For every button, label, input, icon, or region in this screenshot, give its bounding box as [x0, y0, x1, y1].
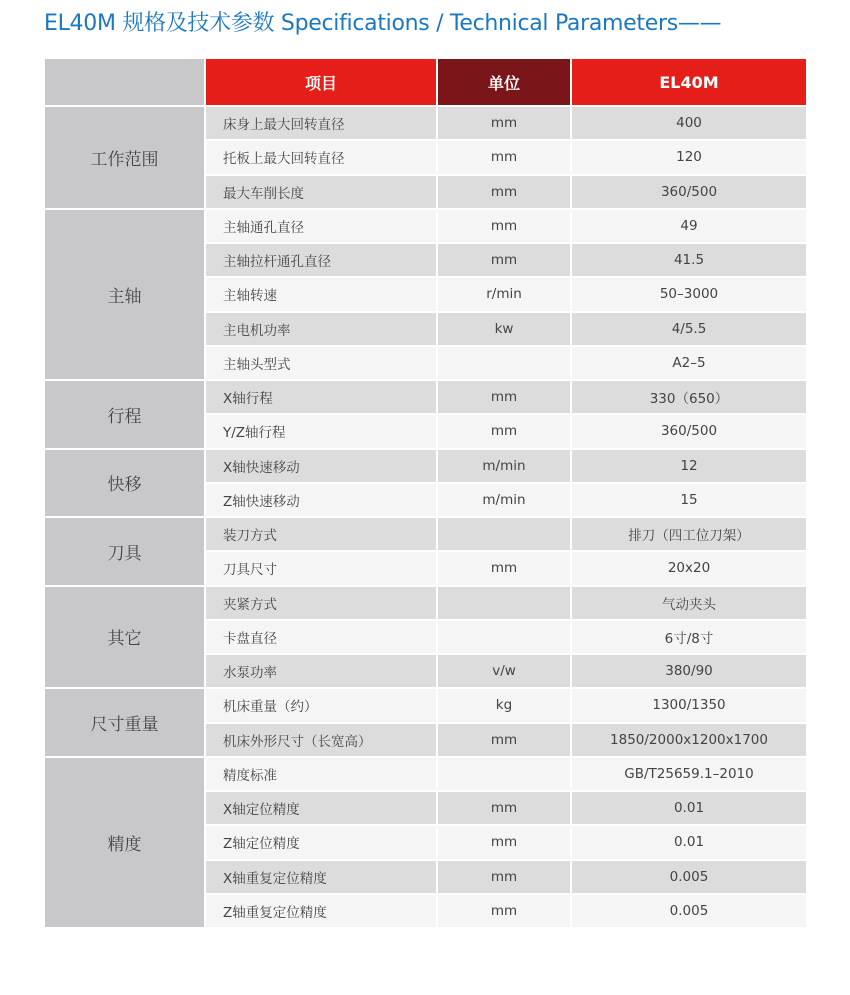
value-cell: 0.005 — [571, 894, 806, 928]
group-label: 尺寸重量 — [45, 688, 205, 757]
item-cell: 托板上最大回转直径 — [205, 140, 437, 174]
value-cell: A2–5 — [571, 346, 806, 380]
unit-cell: mm — [437, 551, 571, 585]
value-cell: 0.01 — [571, 791, 806, 825]
item-cell: 机床外形尺寸（长宽高） — [205, 723, 437, 757]
item-cell: 最大车削长度 — [205, 175, 437, 209]
header-blank — [45, 58, 205, 106]
unit-cell: r/min — [437, 277, 571, 311]
value-cell: 49 — [571, 209, 806, 243]
value-cell: 气动夹头 — [571, 586, 806, 620]
value-cell: 20x20 — [571, 551, 806, 585]
item-cell: 主轴通孔直径 — [205, 209, 437, 243]
item-cell: 主轴拉杆通孔直径 — [205, 243, 437, 277]
value-cell: 1300/1350 — [571, 688, 806, 722]
unit-cell: kw — [437, 312, 571, 346]
value-cell: 330（650） — [571, 380, 806, 414]
group-label: 其它 — [45, 586, 205, 689]
value-cell: GB/T25659.1–2010 — [571, 757, 806, 791]
item-cell: Z轴快速移动 — [205, 483, 437, 517]
group-label: 工作范围 — [45, 106, 205, 209]
table-row — [45, 209, 806, 243]
group-label: 精度 — [45, 757, 205, 928]
unit-cell: mm — [437, 106, 571, 140]
unit-cell: mm — [437, 175, 571, 209]
unit-cell: mm — [437, 860, 571, 894]
unit-cell: mm — [437, 243, 571, 277]
unit-cell: m/min — [437, 483, 571, 517]
table-row — [45, 449, 806, 483]
value-cell: 12 — [571, 449, 806, 483]
page-title: EL40M 规格及技术参数 Specifications / Technical Parameters—— — [44, 11, 722, 36]
header-value: EL40M — [571, 58, 806, 106]
value-cell: 15 — [571, 483, 806, 517]
table-row — [45, 586, 806, 620]
unit-cell — [437, 517, 571, 551]
table-row — [45, 106, 806, 140]
unit-cell: mm — [437, 894, 571, 928]
item-cell: 主轴转速 — [205, 277, 437, 311]
group-label: 刀具 — [45, 517, 205, 586]
value-cell: 0.01 — [571, 825, 806, 859]
spec-table — [45, 57, 806, 929]
unit-cell — [437, 757, 571, 791]
value-cell: 360/500 — [571, 414, 806, 448]
unit-cell: mm — [437, 414, 571, 448]
header-unit: 单位 — [437, 58, 571, 106]
unit-cell: v/w — [437, 654, 571, 688]
item-cell: 装刀方式 — [205, 517, 437, 551]
item-cell: X轴定位精度 — [205, 791, 437, 825]
value-cell: 排刀（四工位刀架） — [571, 517, 806, 551]
value-cell: 1850/2000x1200x1700 — [571, 723, 806, 757]
value-cell: 50–3000 — [571, 277, 806, 311]
table-row — [45, 380, 806, 414]
value-cell: 400 — [571, 106, 806, 140]
table-row — [45, 688, 806, 722]
value-cell: 4/5.5 — [571, 312, 806, 346]
item-cell: 机床重量（约） — [205, 688, 437, 722]
unit-cell — [437, 586, 571, 620]
group-label: 快移 — [45, 449, 205, 518]
unit-cell: kg — [437, 688, 571, 722]
item-cell: X轴快速移动 — [205, 449, 437, 483]
unit-cell: mm — [437, 380, 571, 414]
unit-cell: mm — [437, 825, 571, 859]
item-cell: 精度标准 — [205, 757, 437, 791]
table-row — [45, 517, 806, 551]
item-cell: 床身上最大回转直径 — [205, 106, 437, 140]
unit-cell — [437, 346, 571, 380]
item-cell: 主轴头型式 — [205, 346, 437, 380]
table-header — [45, 58, 806, 106]
value-cell: 380/90 — [571, 654, 806, 688]
value-cell: 360/500 — [571, 175, 806, 209]
unit-cell: mm — [437, 209, 571, 243]
value-cell: 6寸/8寸 — [571, 620, 806, 654]
value-cell: 41.5 — [571, 243, 806, 277]
item-cell: 水泵功率 — [205, 654, 437, 688]
item-cell: X轴行程 — [205, 380, 437, 414]
header-item: 项目 — [205, 58, 437, 106]
value-cell: 0.005 — [571, 860, 806, 894]
item-cell: 主电机功率 — [205, 312, 437, 346]
unit-cell: mm — [437, 140, 571, 174]
item-cell: 夹紧方式 — [205, 586, 437, 620]
table-row — [45, 757, 806, 791]
item-cell: Y/Z轴行程 — [205, 414, 437, 448]
item-cell: Z轴重复定位精度 — [205, 894, 437, 928]
group-label: 行程 — [45, 380, 205, 449]
item-cell: 刀具尺寸 — [205, 551, 437, 585]
unit-cell: m/min — [437, 449, 571, 483]
item-cell: X轴重复定位精度 — [205, 860, 437, 894]
value-cell: 120 — [571, 140, 806, 174]
group-label: 主轴 — [45, 209, 205, 380]
item-cell: Z轴定位精度 — [205, 825, 437, 859]
item-cell: 卡盘直径 — [205, 620, 437, 654]
unit-cell — [437, 620, 571, 654]
unit-cell: mm — [437, 723, 571, 757]
unit-cell: mm — [437, 791, 571, 825]
